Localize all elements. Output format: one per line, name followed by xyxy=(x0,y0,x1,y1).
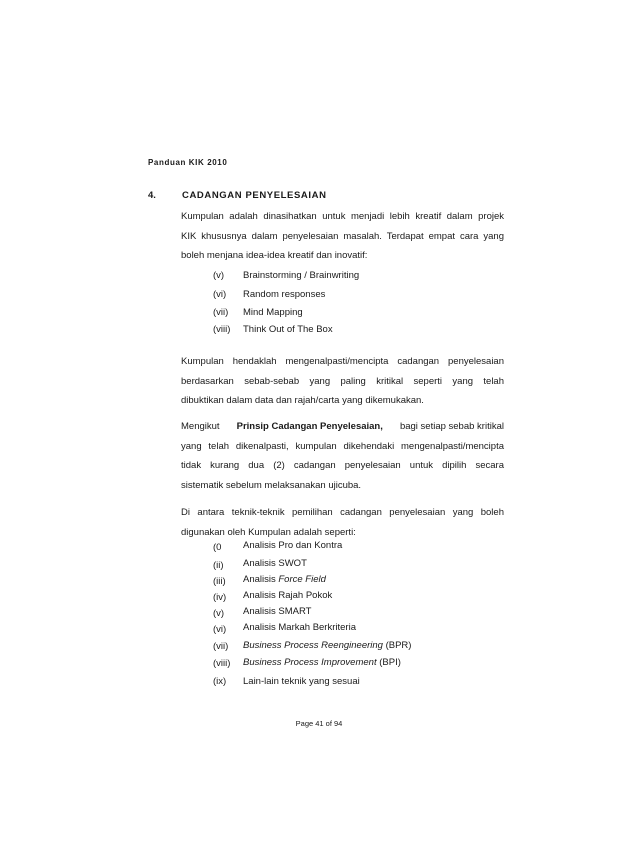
list-item-text: Brainstorming / Brainwriting xyxy=(243,270,360,281)
section-title: CADANGAN PENYELESAIAN xyxy=(182,190,327,201)
paragraph-techniques xyxy=(181,503,504,542)
list-item-number: (ii) xyxy=(213,560,224,571)
paragraph-line: sistematik sebelum melaksanakan ujicuba. xyxy=(181,479,362,491)
list-item-text: Lain-lain teknik yang sesuai xyxy=(243,676,360,687)
paragraph-line: berdasarkan sebab-sebab yang paling kritikal seperti yang telah xyxy=(181,375,504,387)
paragraph-line: tidak kurang dua (2) cadangan penyelesaian untuk dipilih secara xyxy=(181,460,504,471)
principle-tail: bagi setiap sebab kritikal xyxy=(399,421,504,432)
list-item-text: Random responses xyxy=(243,289,326,300)
paragraph-line: Kumpulan hendaklah mengenalpasti/mencipta cadangan penyelesaian xyxy=(181,356,504,367)
list-item-number: (ix) xyxy=(213,676,227,687)
paragraph-intro xyxy=(181,207,504,266)
list-item-text: Analisis Markah Berkriteria xyxy=(243,622,356,633)
list-item-text: Analisis Rajah Pokok xyxy=(243,590,333,601)
list-item-text: Analisis SWOT xyxy=(243,558,307,569)
list-item-number: (iii) xyxy=(213,576,226,587)
list-item-number: (vi) xyxy=(213,624,227,635)
list-item-text: Analisis Pro dan Kontra xyxy=(243,540,343,551)
list-item-number: (iv) xyxy=(213,592,227,603)
list-item-number: (vi) xyxy=(213,289,227,300)
principle-lead: Mengikut xyxy=(181,421,220,432)
paragraph-line: KIK khususnya dalam penyelesaian masalah. Terdapat empat cara yang xyxy=(181,230,504,242)
section-number: 4. xyxy=(148,190,156,201)
document-header: Panduan KIK 2010 xyxy=(148,158,228,167)
paragraph-line: digunakan oleh Kumpulan adalah seperti: xyxy=(181,526,356,538)
list-item-text: Analisis SMART xyxy=(243,606,312,617)
paragraph-line: boleh menjana idea-idea kreatif dan inovatif: xyxy=(181,250,368,261)
list-item-text: Mind Mapping xyxy=(243,307,303,318)
paragraph-solution xyxy=(181,352,504,411)
paragraph-line: Kumpulan adalah dinasihatkan untuk menjadi lebih kreatif dalam projek xyxy=(181,211,504,222)
paragraph-line: dibuktikan dalam data dan rajah/carta yang dikemukakan. xyxy=(181,395,424,406)
list-item-number: (vii) xyxy=(213,307,229,318)
list-item-text: Business Process Reengineering (BPR) xyxy=(243,640,412,651)
list-item-text: Think Out of The Box xyxy=(243,324,333,335)
list-item-number: (v) xyxy=(213,270,225,281)
list-item-number: (viii) xyxy=(213,658,231,669)
list-item-text: Business Process Improvement (BPI) xyxy=(243,657,401,668)
paragraph-line: Di antara teknik-teknik pemilihan cadangan penyelesaian yang boleh xyxy=(181,507,504,518)
page-number-footer: Page 41 of 94 xyxy=(295,719,343,728)
principle-bold-term: Prinsip Cadangan Penyelesaian, xyxy=(236,421,383,432)
paragraph-line xyxy=(181,417,504,437)
paragraph-line: yang telah dikenalpasti, kumpulan dikehendaki mengenalpasti/mencipta xyxy=(181,440,504,452)
list-item-text: Analisis Force Field xyxy=(243,574,326,585)
list-item-number: (vii) xyxy=(213,641,229,652)
paragraph-principle xyxy=(181,417,504,495)
list-item-number: (0 xyxy=(213,542,222,553)
list-item-number: (viii) xyxy=(213,324,231,335)
list-item-number: (v) xyxy=(213,608,225,619)
